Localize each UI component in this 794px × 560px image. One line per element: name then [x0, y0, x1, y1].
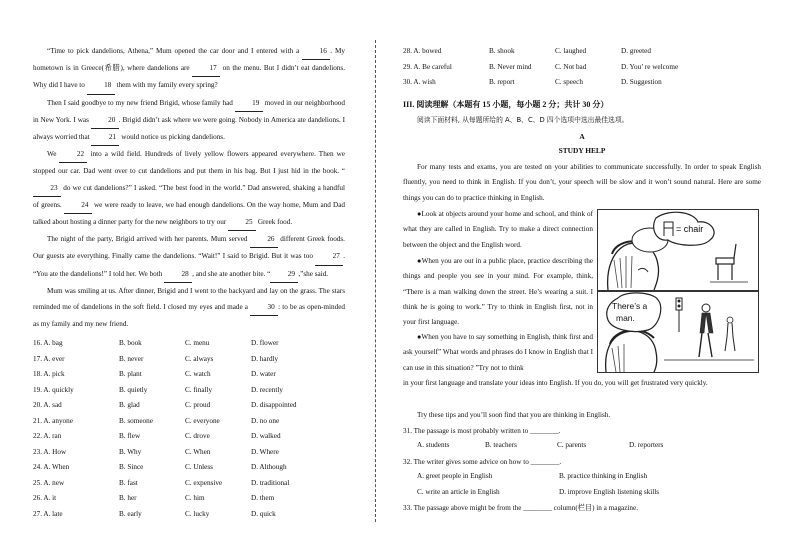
cloze-blank-29[interactable]: 29	[270, 266, 298, 283]
cloze-option-choice[interactable]: 28. A. bowed	[403, 47, 442, 55]
cloze-option-choice[interactable]: C. everyone	[185, 416, 220, 425]
cloze-blank-22[interactable]: 22	[59, 146, 87, 163]
cloze-blank-23[interactable]: 23	[33, 180, 61, 197]
cloze-option-row	[33, 429, 345, 445]
section-title: III. 阅读理解（本题有 15 小题，每小题 2 分；共计 30 分）	[403, 100, 609, 109]
tip-speak-continued: in your first language and translate your ideas into English. If you do, you will get frustrated very quickly.	[403, 379, 708, 387]
cloze-option-choice[interactable]: D. no one	[251, 416, 280, 425]
cloze-paragraph: Mum was smiling at us. After dinner, Brigid and I went to the backyard and lay on the grass. The stars reminded me of dandelions in the soft field. I closed my eyes and made a 30 : to be as open-minded as my family and my new friend.	[33, 286, 345, 329]
cloze-option-choice[interactable]: 17. A. ever	[33, 354, 65, 363]
cloze-blank-19[interactable]: 19	[235, 95, 263, 112]
question-33: 33. The passage above might be from the ________ column(栏目) in a magazine.	[403, 504, 638, 512]
cloze-option-choice[interactable]: D. disappointed	[251, 401, 297, 409]
cloze-blank-28[interactable]: 28	[164, 266, 192, 283]
cloze-option-choice[interactable]: D. walked	[251, 432, 281, 440]
cloze-option-choice[interactable]: 23. A. How	[33, 447, 67, 456]
cloze-option-row	[33, 414, 345, 430]
cloze-option-row	[403, 60, 761, 76]
man-label-line1: There’s a	[612, 301, 648, 311]
cloze-option-row	[403, 75, 761, 91]
cloze-option-choice[interactable]: C. Not bad	[555, 62, 587, 71]
cloze-options	[33, 336, 345, 522]
cloze-option-choice[interactable]: D. them	[251, 494, 275, 502]
cloze-option-choice[interactable]: B. never	[119, 354, 144, 363]
cloze-option-row	[33, 460, 345, 476]
cloze-option-choice[interactable]: D. recently	[251, 385, 283, 394]
cloze-option-choice[interactable]: D. hardly	[251, 354, 279, 363]
cloze-option-choice[interactable]: C. speech	[555, 78, 583, 86]
cloze-option-choice[interactable]: B. flew	[119, 432, 141, 440]
q32-option-c[interactable]: C. write an article in English	[417, 488, 500, 496]
cloze-blank-18[interactable]: 18	[87, 77, 115, 94]
cloze-option-choice[interactable]: B. Why	[119, 447, 142, 456]
question-32-options-row2	[417, 485, 761, 501]
cloze-option-choice[interactable]: 19. A. quickly	[33, 385, 74, 394]
q31-option-a[interactable]: A. students	[417, 441, 450, 449]
q31-option-b[interactable]: B. teachers	[485, 441, 517, 449]
cloze-option-row	[33, 383, 345, 399]
cloze-option-choice[interactable]: 25. A. new	[33, 478, 65, 487]
chair-label: = chair	[676, 224, 704, 234]
cloze-paragraph: “Time to pick dandelions, Athena,” Mum opened the car door and I entered with a 16 . My hometown is in Greece(希腊), where dandelions are 17 on the menu. But I didn’t eat dandelions. Why did I have to 18 them with my family every spring?	[33, 43, 345, 95]
question-32-options-row1	[417, 469, 761, 485]
cloze-option-row	[33, 367, 345, 383]
cloze-option-choice[interactable]: C. When	[185, 447, 211, 456]
cloze-blank-27[interactable]: 27	[315, 248, 343, 265]
cloze-option-choice[interactable]: B. book	[119, 339, 142, 347]
q32-option-b[interactable]: B. practice thinking in English	[559, 472, 648, 480]
passage-letter: A	[579, 132, 585, 141]
cloze-option-choice[interactable]: B. Never mind	[489, 62, 532, 71]
q31-option-c[interactable]: C. parents	[557, 441, 587, 449]
section-instruction: 阅读下面材料, 从每题所给的 A、B、C、D 四个选项中选出最佳选项。	[417, 116, 629, 124]
cloze-option-row	[33, 491, 345, 507]
cloze-option-choice[interactable]: 21. A. anyone	[33, 416, 73, 425]
cloze-option-choice[interactable]: B. fast	[119, 478, 138, 487]
tip-speak: ●When you have to say something in English, think first and ask yourself” What words and phrases do I know in English that I can use in this situation? ”Try not to think	[403, 333, 593, 372]
cloze-option-choice[interactable]: 22. A. ran	[33, 432, 62, 440]
question-31: 31. The passage is most probably written to ________.	[403, 427, 561, 435]
cloze-blank-30[interactable]: 30	[250, 299, 278, 316]
man-thought-drawing	[598, 292, 758, 372]
cloze-option-choice[interactable]: B. plant	[119, 370, 142, 378]
tip-describe: ●When you are out in a public place, practice describing the things and people you see in your mind. For example, think, “There is a man walking down the street. He’s wearing a suit. I think he is going to work.” Try to think in English first, not in your first language.	[403, 257, 593, 327]
cloze-option-choice[interactable]: D. quick	[251, 509, 276, 518]
cloze-option-choice[interactable]: B. quietly	[119, 385, 148, 394]
tip-objects: ●Look at objects around your home and school, and think of what they are called in English. Try to make a direct connection between the object and the English word.	[403, 210, 593, 249]
cloze-option-choice[interactable]: 24. A. When	[33, 463, 70, 471]
cloze-option-choice[interactable]: 30. A. wish	[403, 78, 436, 86]
cloze-option-choice[interactable]: C. watch	[185, 370, 211, 378]
cloze-blank-24[interactable]: 24	[64, 197, 92, 214]
cloze-option-choice[interactable]: C. Unless	[185, 463, 213, 471]
question-31-options	[417, 438, 761, 454]
cloze-option-choice[interactable]: C. expensive	[185, 478, 223, 487]
cloze-option-row	[33, 476, 345, 492]
column-divider	[375, 40, 376, 522]
cloze-blank-21[interactable]: 21	[91, 129, 119, 146]
cloze-option-choice[interactable]: B. report	[489, 78, 515, 86]
cloze-option-choice[interactable]: B. her	[119, 494, 137, 502]
cloze-blank-17[interactable]: 17	[192, 60, 220, 77]
cloze-option-choice[interactable]: C. proud	[185, 401, 211, 409]
cloze-option-choice[interactable]: D. Although	[251, 463, 287, 471]
q31-option-d[interactable]: D. reporters	[629, 441, 664, 449]
cloze-paragraph: We 22 into a wild field. Hundreds of lively yellow flowers appeared everywhere. Then we stopped our car. Dad went over to cut dandelions and put them in his bag. But I just hid in the book. “23 do we cut dandelions?” I asked. “The best food in the world.” Dad answered, shaking a handful of greens. 24 we were ready to leave, we had enough dandelions. On the way home, Mum and Dad talked about hosting a dinner party for the new neighbors to try our 25 Greek food.	[33, 146, 345, 231]
cloze-option-choice[interactable]: C. laughed	[555, 47, 587, 55]
cloze-paragraph: Then I said goodbye to my new friend Brigid, whose family had 19 moved in our neighborhood in New York. I was 20 . Brigid didn’t ask where we were going. Nobody in America ate dandelions. I always worried that 21 would notice us picking dandelions.	[33, 95, 345, 147]
chair-thought-drawing	[598, 210, 758, 290]
q32-option-d[interactable]: D. improve English listening skills	[559, 488, 660, 496]
passage-closing: Try these tips and you’ll soon find that you are thinking in English.	[417, 411, 611, 419]
cloze-option-choice[interactable]: D. greeted	[621, 47, 651, 55]
cloze-option-row	[33, 336, 345, 352]
cloze-option-choice[interactable]: D. Where	[251, 447, 279, 456]
cloze-option-row	[33, 398, 345, 414]
cloze-option-choice[interactable]: D. Suggestion	[621, 78, 662, 86]
cloze-option-choice[interactable]: D. water	[251, 370, 276, 378]
cloze-option-choice[interactable]: 16. A. bag	[33, 339, 63, 347]
cloze-option-choice[interactable]: 26. A. it	[33, 494, 57, 502]
cloze-option-choice[interactable]: C. drove	[185, 432, 210, 440]
cloze-option-choice[interactable]: C. him	[185, 494, 205, 502]
cloze-option-choice[interactable]: B. shook	[489, 47, 515, 55]
cloze-paragraph: The night of the party, Brigid arrived with her parents. Mum served 26 different Greek foods. Our guests ate everything. Finally came the dandelions. “Wait!” I said to Brigid. But it was too 27 . “You ate the dandelions!” I told her. We both 28 , and she ate another bite. “ 29 ,”she said.	[33, 231, 345, 283]
cloze-option-choice[interactable]: B. glad	[119, 401, 140, 409]
cloze-option-row	[33, 445, 345, 461]
cloze-passage	[33, 43, 345, 332]
q32-option-a[interactable]: A. greet people in English	[417, 472, 493, 480]
cloze-option-choice[interactable]: B. early	[119, 509, 142, 518]
passage-title: STUDY HELP	[558, 146, 606, 155]
cloze-option-choice[interactable]: B. Since	[119, 463, 144, 471]
cloze-option-choice[interactable]: D. traditional	[251, 478, 290, 487]
cloze-option-choice[interactable]: C. menu	[185, 339, 210, 347]
illustration-chair	[597, 209, 759, 291]
cloze-option-choice[interactable]: B. someone	[119, 416, 153, 425]
cloze-options-continued	[403, 44, 761, 91]
cloze-option-choice[interactable]: D. You’ re welcome	[621, 62, 679, 71]
cloze-option-row	[33, 352, 345, 368]
cloze-option-choice[interactable]: 27. A. late	[33, 509, 63, 518]
cloze-option-row	[33, 507, 345, 523]
cloze-blank-26[interactable]: 26	[250, 231, 278, 248]
cloze-blank-16[interactable]: 16	[302, 43, 330, 60]
cloze-option-choice[interactable]: D. flower	[251, 339, 279, 347]
cloze-blank-20[interactable]: 20	[91, 112, 119, 129]
man-label-line2: man.	[616, 313, 635, 323]
illustration-man	[597, 291, 759, 373]
cloze-option-row	[403, 44, 761, 60]
cloze-option-choice[interactable]: C. lucky	[185, 509, 210, 518]
cloze-option-choice[interactable]: 18. A. pick	[33, 370, 65, 378]
question-32: 32. The writer gives some advice on how to ________.	[403, 458, 562, 466]
cloze-option-choice[interactable]: 20. A. sad	[33, 401, 62, 409]
passage-intro: For many tests and exams, you are tested on your abilities to communicate successfully. In order to speak English fluently, you need to think in English. If you don’t, your speech will be slow and it won’t sound natural. Here are some things you can do to practice thinking in English.	[403, 163, 761, 202]
cloze-option-choice[interactable]: C. always	[185, 354, 214, 363]
cloze-option-choice[interactable]: C. finally	[185, 385, 213, 394]
cloze-blank-25[interactable]: 25	[228, 214, 256, 231]
cloze-option-choice[interactable]: 29. A. Be careful	[403, 62, 452, 71]
